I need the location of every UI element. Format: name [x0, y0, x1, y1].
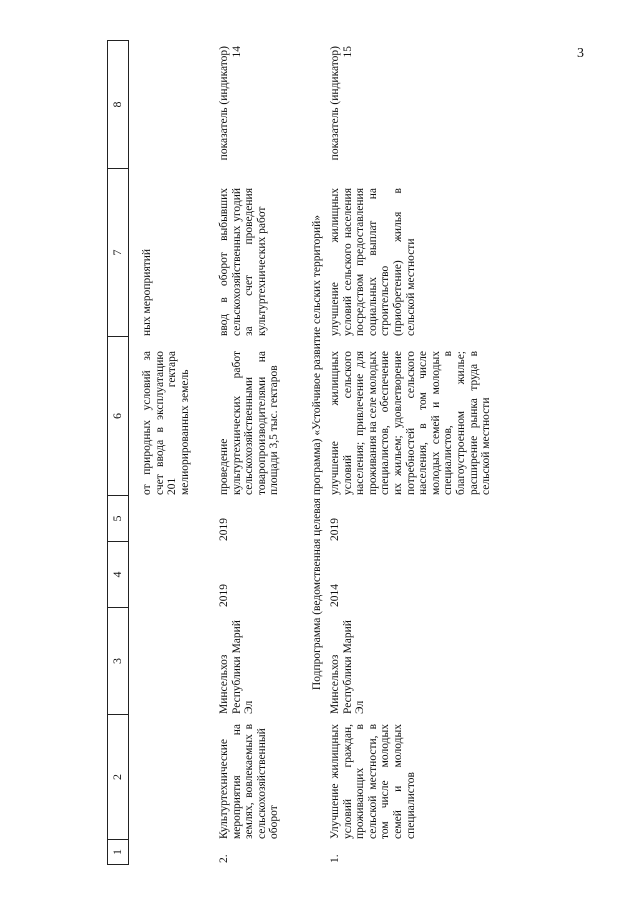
column-number-3: 3 [110, 658, 124, 664]
table-top-rule [107, 40, 108, 865]
column-number-8: 8 [110, 101, 124, 108]
expected-result: улучшение жилищных условий сельского населения; привлечение для проживания на селе молодых специалистов, обеспечение их жильем; удовлетворение потребностей сельского населения, в том числе молодых семей и молодых специалистов, в благоустроенном жилье; расширение рынка труда в сельской местности [329, 351, 493, 495]
row-number: 2. [218, 854, 230, 863]
column-number-1: 1 [110, 849, 124, 855]
start-year: 2014 [329, 584, 341, 607]
executor: Минсельхоз Республики Марий Эл [329, 620, 367, 714]
continuation-col7: ных мероприятий [141, 248, 153, 336]
column-number-7: 7 [110, 249, 124, 256]
continuation-col6: от природных условий за счет ввода в эксплуатацию 201 гектара мелиорированных земель [141, 351, 191, 495]
column-number-4: 4 [110, 571, 124, 578]
column-number-6: 6 [110, 413, 124, 419]
expected-result: проведение культуртехнических работ сельскохозяйственными товаропроизводителями на площади 3,5 тыс. гектаров [218, 351, 281, 495]
column-number-5: 5 [110, 515, 124, 522]
page-number: 3 [577, 46, 584, 61]
column-number-2: 2 [110, 774, 124, 780]
consequence: улучшение жилищных условий сельского населения посредством предоставления социальных выплат на строительство (приобретение) жилья в сельской местности [329, 188, 417, 336]
col-sep [107, 864, 129, 865]
activity-name: Улучшение жилищных условий граждан, проживающих в сельской местности, в том числе молодых семей и молодых специалистов [329, 724, 417, 839]
end-year: 2019 [329, 518, 341, 541]
header-bottom-rule [128, 40, 129, 865]
activity-name: Культуртехнические мероприятия на землях, вовлекаемых в сельскохозяйственный оборот [218, 724, 281, 839]
start-year: 2019 [218, 584, 230, 607]
end-year: 2019 [218, 518, 230, 541]
indicator: показатель (индикатор) 14 [218, 46, 243, 161]
consequence: ввод в оборот выбывших сельскохозяйственных угодий за счет проведения культуртехнических работ [218, 188, 268, 336]
subprogram-title: Подпрограмма (ведомственная целевая программа) «Устойчивое развитие сельских территорий» [311, 214, 323, 691]
row-number: 1. [329, 854, 341, 863]
executor: Минсельхоз Республики Марий Эл [218, 620, 256, 714]
indicator: показатель (индикатор) 15 [329, 46, 354, 161]
